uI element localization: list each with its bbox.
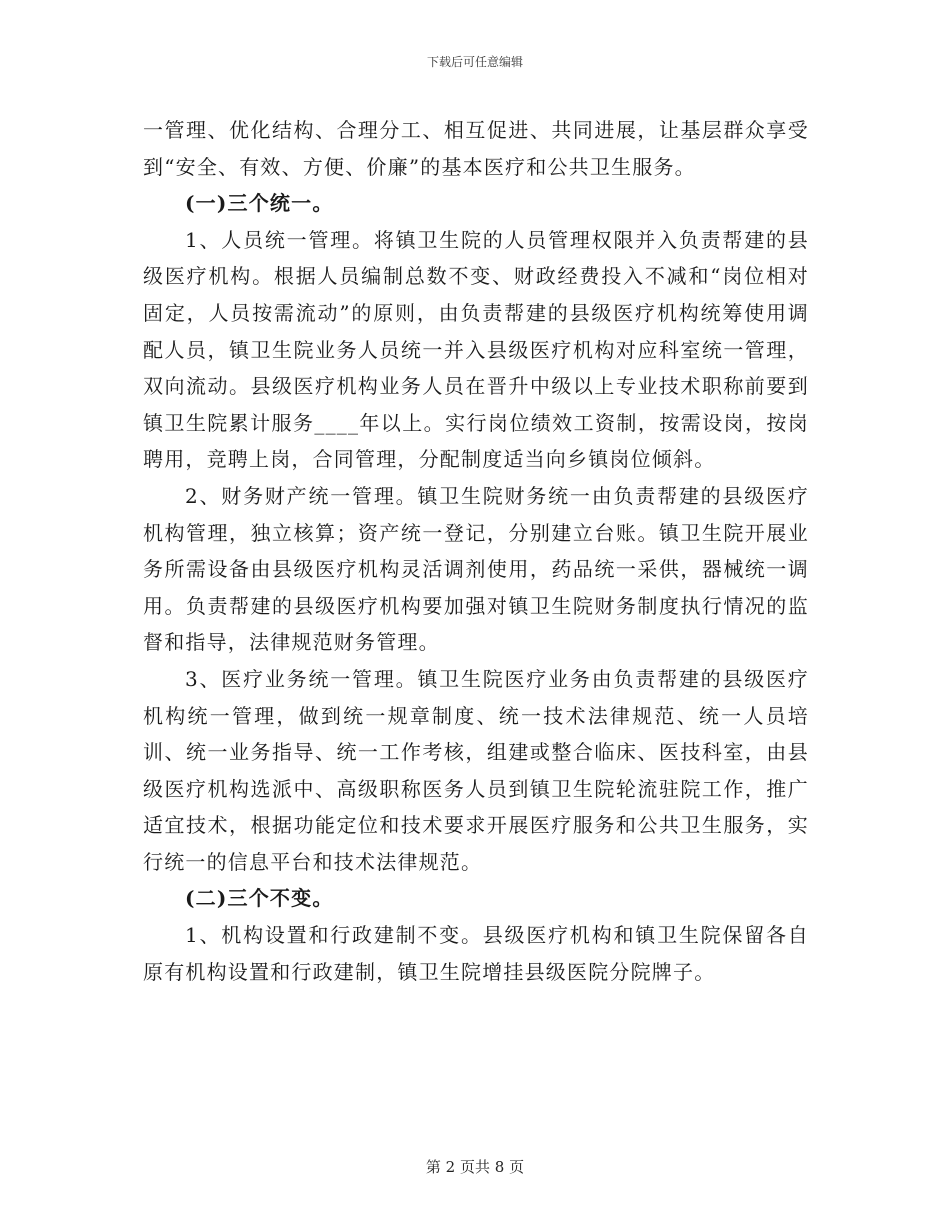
paragraph-continuation: 一管理、优化结构、合理分工、相互促进、共同进展，让基层群众享受到“安全、有效、方便、价廉”的基本医疗和公共卫生服务。 [143,118,809,179]
paragraph-personnel-management: 1、人员统一管理。将镇卫生院的人员管理权限并入负责帮建的县级医疗机构。根据人员编制总数不变、财政经费投入不减和“岗位相对固定，人员按需流动”的原则，由负责帮建的县级医疗机构统筹使用调配人员，镇卫生院业务人员统一并入县级医疗机构对应科室统一管理，双向流动。县级医疗机构业务人员在晋升中级以上专业技术职称前要到镇卫生院累计服务____年以上。实行岗位绩效工资制，按需设岗，按岗聘用，竞聘上岗，合同管理，分配制度适当向乡镇岗位倾斜。 [143,227,809,472]
page-header: 下载后可任意编辑 [426,55,523,69]
document-body [143,112,809,990]
section-heading-three-unchanged: (二)三个不变。 [185,886,334,911]
page-footer: 第 2 页共 8 页 [425,1158,525,1176]
section-heading-three-unifications: (一)三个统一。 [185,191,334,216]
paragraph-institution-setup: 1、机构设置和行政建制不变。县级医疗机构和镇卫生院保留各自原有机构设置和行政建制，镇卫生院增挂县级医院分院牌子。 [143,923,809,984]
paragraph-finance-management: 2、财务财产统一管理。镇卫生院财务统一由负责帮建的县级医疗机构管理，独立核算；资产统一登记，分别建立台账。镇卫生院开展业务所需设备由县级医疗机构灵活调剂使用，药品统一采供，器械统一调用。负责帮建的县级医疗机构要加强对镇卫生院财务制度执行情况的监督和指导，法律规范财务管理。 [143,483,809,655]
paragraph-medical-business-management: 3、医疗业务统一管理。镇卫生院医疗业务由负责帮建的县级医疗机构统一管理，做到统一规章制度、统一技术法律规范、统一人员培训、统一业务指导、统一工作考核，组建或整合临床、医技科室，由县级医疗机构选派中、高级职称医务人员到镇卫生院轮流驻院工作，推广适宜技术，根据功能定位和技术要求开展医疗服务和公共卫生服务，实行统一的信息平台和技术法律规范。 [143,666,809,874]
